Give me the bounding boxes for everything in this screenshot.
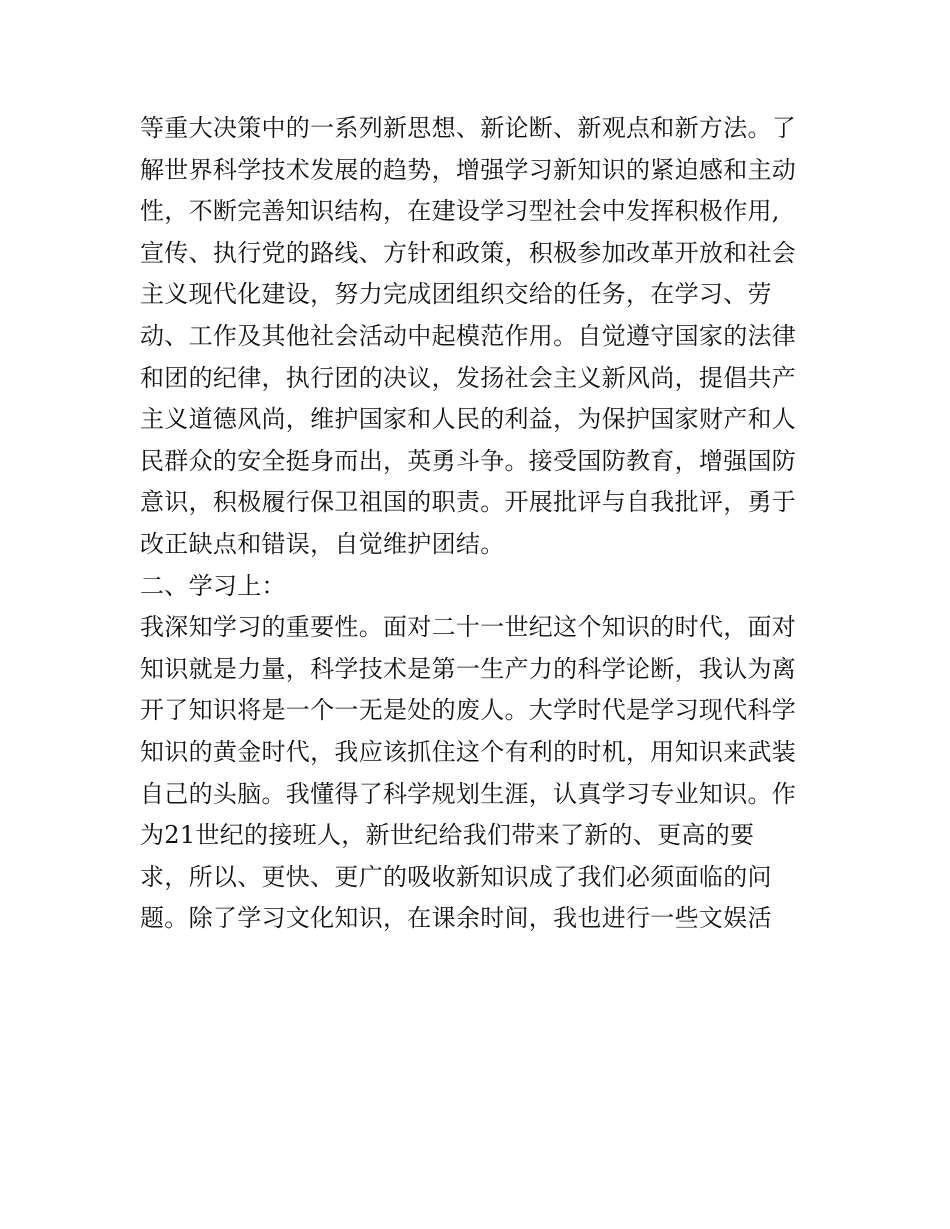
text-line-13: 我深知学习的重要性。面对二十一世纪这个知识的时代，面对 bbox=[140, 613, 797, 642]
text-line-18: 为21世纪的接班人，新世纪给我们带来了新的、更高的要 bbox=[140, 821, 755, 850]
text-line-19: 求，所以、更快、更广的吸收新知识成了我们必须面临的问 bbox=[140, 862, 772, 891]
text-line-6: 动、工作及其他社会活动中起模范作用。自觉遵守国家的法律 bbox=[140, 321, 797, 350]
text-line-4: 宣传、执行党的路线、方针和政策，积极参加改革开放和社会 bbox=[140, 238, 797, 267]
body-text bbox=[140, 108, 820, 940]
text-line-17: 自己的头脑。我懂得了科学规划生涯，认真学习专业知识。作 bbox=[140, 779, 797, 808]
section-heading: 二、学习上： bbox=[140, 571, 286, 600]
text-line-10: 意识，积极履行保卫祖国的职责。开展批评与自我批评，勇于 bbox=[140, 488, 797, 517]
text-line-16: 知识的黄金时代，我应该抓住这个有利的时机，用知识来武装 bbox=[140, 737, 797, 766]
text-line-20: 题。除了学习文化知识，在课余时间，我也进行一些文娱活 bbox=[140, 904, 772, 933]
text-line-9: 民群众的安全挺身而出，英勇斗争。接受国防教育，增强国防 bbox=[140, 446, 797, 475]
text-line-15: 开了知识将是一个一无是处的废人。大学时代是学习现代科学 bbox=[140, 696, 797, 725]
text-line-2: 解世界科学技术发展的趋势，增强学习新知识的紧迫感和主动 bbox=[140, 155, 797, 184]
text-line-14: 知识就是力量，科学技术是第一生产力的科学论断，我认为离 bbox=[140, 654, 797, 683]
text-line-1: 等重大决策中的一系列新思想、新论断、新观点和新方法。了 bbox=[140, 114, 797, 142]
text-line-11: 改正缺点和错误，自觉维护团结。 bbox=[140, 529, 505, 558]
text-line-3: 性，不断完善知识结构，在建设学习型社会中发挥积极作用, bbox=[140, 197, 780, 226]
text-line-8: 主义道德风尚，维护国家和人民的利益，为保护国家财产和人 bbox=[140, 405, 797, 434]
text-line-7: 和团的纪律，执行团的决议，发扬社会主义新风尚，提倡共产 bbox=[140, 363, 797, 392]
text-line-5: 主义现代化建设，努力完成团组织交给的任务，在学习、劳 bbox=[140, 280, 772, 309]
